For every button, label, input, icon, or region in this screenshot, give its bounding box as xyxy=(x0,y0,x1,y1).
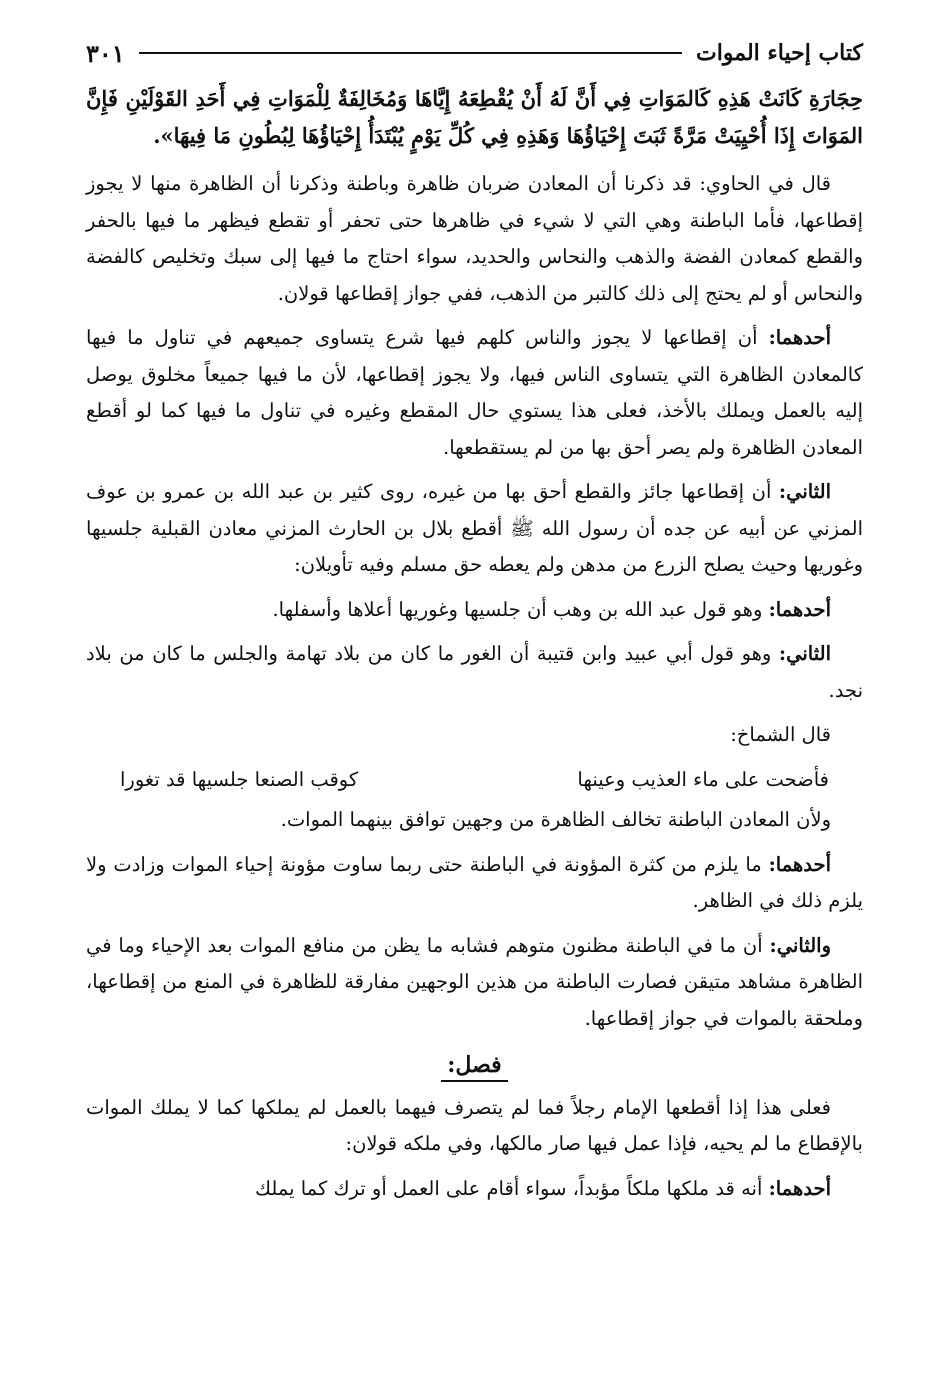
paragraph-qawl-2 xyxy=(86,474,863,584)
paragraph-text: أن ما في الباطنة مظنون متوهم فشابه ما يظن من منافع الموات بعد الإحياء وما في الظاهرة مشاهد متيقن فصارت الباطنة من هذين الوجهين مفارقة للظاهرة في المنع من إقطاعها، وملحقة بالموات في جواز إقطاعها. xyxy=(86,933,863,1030)
paragraph-taweel-1 xyxy=(86,592,863,629)
quoted-text: حِجَارَةِ كَانَتْ هَذِهِ كَالمَوَاتِ فِي أَنَّ لَهُ أَنْ يُقْطِعَهُ إِيَّاهَا وَمُخَالِفَةٌ لِلْمَوَاتِ فِي أَحَدِ القَوْلَيْنِ فَإِنَّ المَوَاتَ إِذَا أُحْيِيَتْ مَرَّةً ثَبَتَ إِحْيَاؤُهَا وَهَذِهِ فِي كُلِّ يَوْمٍ يُبْتَدَأُ إِحْيَاؤُهَا لِبُطُونِ مَا فِيهَا». xyxy=(86,86,863,148)
paragraph-text: ما يلزم من كثرة المؤونة في الباطنة حتى ربما ساوت مؤونة إحياء الموات وزادت ولا يلزم ذلك في الظاهر. xyxy=(86,852,863,912)
poetry-verse xyxy=(86,762,863,799)
section-heading-text: فصل: xyxy=(441,1052,507,1082)
paragraph-wajh-2 xyxy=(86,928,863,1038)
paragraph-lead: أحدهما: xyxy=(768,326,831,349)
paragraph-lead: أحدهما: xyxy=(768,597,831,621)
page-number: ٣٠١ xyxy=(86,38,125,68)
verse-first-hemistich: فأضحت على ماء العذيب وعينها xyxy=(577,767,829,791)
paragraph-milk-1 xyxy=(86,1171,863,1208)
paragraph-fasl: فعلى هذا إذا أقطعها الإمام رجلاً فما لم يتصرف فيهما بالعمل لم يملكها كما لا يملك الموات بالإقطاع ما لم يحيه، فإذا عمل فيها صار مالكها، وفي ملكه قولان: xyxy=(86,1095,863,1155)
header-rule xyxy=(139,52,682,54)
paragraph-text: أنه قد ملكها ملكاً مؤبداً، سواء أقام على العمل أو ترك كما يملك xyxy=(254,1176,769,1200)
paragraph-lead: أحدهما: xyxy=(768,852,831,876)
paragraph-taweel-2 xyxy=(86,636,863,709)
section-heading xyxy=(86,1047,863,1084)
page-body xyxy=(86,80,863,1215)
paragraph-lead: أحدهما: xyxy=(768,1176,831,1200)
chapter-title: كتاب إحياء الموات xyxy=(696,40,863,66)
paragraph-text: وهو قول عبد الله بن وهب أن جلسيها وغوريها أعلاها وأسفلها. xyxy=(272,597,769,621)
paragraph-text: أن إقطاعها جائز والقطع أحق بها من غيره، روى كثير بن عبد الله بن عمرو بن عوف المزني عن أبيه عن جده أن رسول الله ﷺ أقطع بلال بن الحارث المزني معادن القبلية جلسيها وغوريها وحيث يصلح الزرع من مدهن ولم يعطه حق مسلم وفيه تأويلان: xyxy=(86,480,863,576)
paragraph-text: أن إقطاعها لا يجوز والناس كلهم فيها شرع يتساوى جميعهم في تناول ما فيها كالمعادن الظاهرة التي يتساوى الناس فيها، ولا يجوز إقطاعها، لأن ما فيها جميعاً مخلوق يوصل إليه بالعمل ويملك بالأخذ، فعلى هذا يستوي حال المقطع وغيره في تناول ما فيها كما لو أقطع المعادن الظاهرة ولم يصر أحق بها من لم يستقطعها. xyxy=(86,326,863,459)
paragraph-difference: ولأن المعادن الباطنة تخالف الظاهرة من وجهين توافق بينهما الموات. xyxy=(280,808,831,831)
paragraph-lead: الثاني: xyxy=(778,642,831,665)
paragraph-lead: والثاني: xyxy=(769,933,831,957)
running-header xyxy=(86,36,863,70)
paragraph-lead: الثاني: xyxy=(778,480,831,503)
paragraph-qawl-1 xyxy=(86,320,863,466)
paragraph-text: وهو قول أبي عبيد وابن قتيبة أن الغور ما كان من بلاد تهامة والجلس ما كان من بلاد نجد. xyxy=(86,642,863,702)
verse-second-hemistich: كوقب الصنعا جلسيها قد تغورا xyxy=(120,767,359,791)
paragraph-hawi: قال في الحاوي: قد ذكرنا أن المعادن ضربان ظاهرة وباطنة وذكرنا أن الظاهرة منها لا يجوز إقطاعها، فأما الباطنة وهي التي لا شيء في ظاهرها حتى تحفر أو تقطع فيظهر ما فيها بالحفر والقطع كمعادن الفضة والذهب والنحاس والحديد، سواء احتاج ما فيها إلى سبك وتخليص كالفضة والنحاس أو لم يحتج إلى ذلك كالتبر من الذهب، ففي جواز إقطاعها قولان. xyxy=(86,172,863,305)
poet-intro: قال الشماخ: xyxy=(730,723,831,746)
paragraph-wajh-1 xyxy=(86,847,863,920)
